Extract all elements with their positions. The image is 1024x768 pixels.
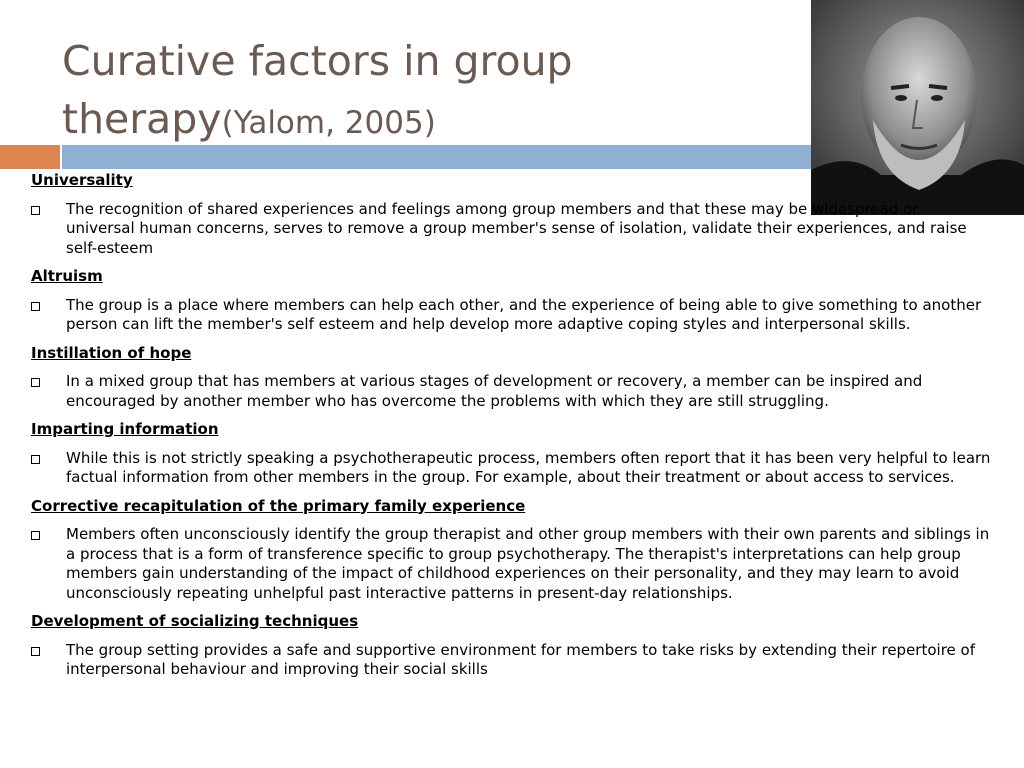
bullet-item	[31, 525, 991, 603]
bullet-item	[31, 641, 991, 680]
bullet-text: The recognition of shared experiences and feelings among group members and that these may be widespread or universal human concerns, serves to remove a group member's sense of isolation, validate their experiences, and raise self-esteem	[66, 199, 967, 257]
bullet-text: Members often unconsciously identify the group therapist and other group members with their own parents and siblings in a process that is a form of transference specific to group psychotherapy. The therapist's interpretations can help group members gain understanding of the impact of childhood experiences on their personality, and they may learn to avoid unconsciously repeating unhelpful past interactive patterns in present-day relationships.	[66, 525, 990, 602]
section-heading: Imparting information	[31, 420, 219, 438]
section-heading: Altruism	[31, 267, 103, 285]
section-universality	[31, 171, 991, 258]
section-instillation-of-hope	[31, 344, 991, 412]
bullet-text: The group setting provides a safe and supportive environment for members to take risks by extending their repertoire of interpersonal behaviour and improving their social skills	[66, 640, 975, 678]
section-heading: Universality	[31, 171, 133, 189]
bullet-item	[31, 372, 991, 411]
square-bullet-icon	[31, 647, 40, 656]
bullet-item	[31, 449, 991, 488]
section-corrective-recapitulation	[31, 497, 991, 604]
square-bullet-icon	[31, 302, 40, 311]
bullet-text: While this is not strictly speaking a psychotherapeutic process, members often report that it has been very helpful to learn factual information from other members in the group. For example, about their treatment or about access to services.	[66, 448, 991, 486]
accent-bar-orange	[0, 145, 60, 169]
section-heading: Instillation of hope	[31, 343, 192, 362]
square-bullet-icon	[31, 531, 40, 540]
section-heading: Corrective recapitulation of the primary family experience	[31, 496, 526, 515]
section-imparting-information	[31, 420, 991, 488]
content-list	[31, 171, 991, 689]
bullet-item	[31, 200, 991, 259]
accent-bar-blue	[62, 145, 814, 169]
square-bullet-icon	[31, 378, 40, 387]
bullet-item	[31, 296, 991, 335]
section-altruism	[31, 267, 991, 335]
bullet-text: In a mixed group that has members at various stages of development or recovery, a member can be inspired and encouraged by another member who has overcome the problems with which they are still struggling.	[66, 372, 923, 410]
section-heading: Development of socializing techniques	[31, 612, 359, 630]
title-citation: (Yalom, 2005)	[221, 105, 436, 141]
square-bullet-icon	[31, 455, 40, 464]
title-main: Curative factors in group therapy	[62, 37, 573, 143]
square-bullet-icon	[31, 206, 40, 215]
section-socializing-techniques	[31, 612, 991, 680]
slide-title	[62, 32, 822, 152]
bullet-text: The group is a place where members can help each other, and the experience of being able to give something to another person can lift the member's self esteem and help develop more adaptive coping styles and interpersonal skills.	[66, 295, 982, 333]
